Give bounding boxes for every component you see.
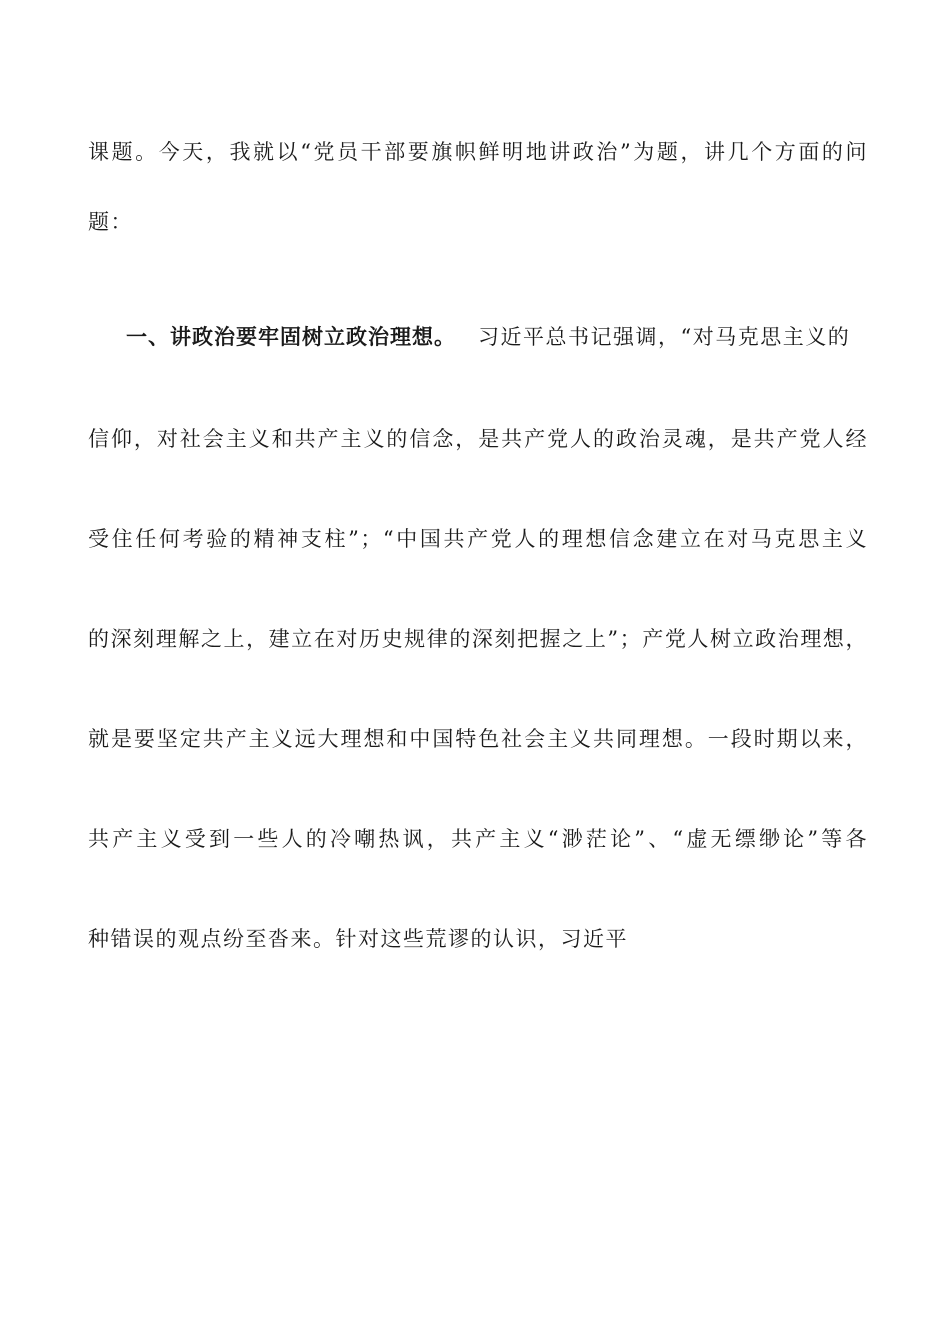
section-heading-rest: 习近平总书记强调，“对马克思主义的 xyxy=(478,325,851,349)
text-line-3: 信仰，对社会主义和共产主义的信念，是共产党人的政治灵魂，是共产党人经 xyxy=(88,427,868,451)
text-line-1: 课题。今天，我就以“党员干部要旗帜鲜明地讲政治”为题，讲几个方面的问 xyxy=(88,140,868,164)
text-line-5: 的深刻理解之上，建立在对历史规律的深刻把握之上”；产党人树立政治理想， xyxy=(88,627,868,651)
text-line-6: 就是要坚定共产主义远大理想和中国特色社会主义共同理想。一段时期以来， xyxy=(88,727,868,751)
section-heading-line xyxy=(126,320,868,354)
text-line-4: 受住任何考验的精神支柱”；“中国共产党人的理想信念建立在对马克思主义 xyxy=(88,527,868,551)
text-line-7: 共产主义受到一些人的冷嘲热讽，共产主义“渺茫论”、“虚无缥缈论”等各 xyxy=(88,827,868,851)
section-heading: 一、讲政治要牢固树立政治理想。 xyxy=(126,325,456,349)
text-line-8: 种错误的观点纷至沓来。针对这些荒谬的认识，习近平 xyxy=(88,927,628,951)
text-line-2: 题： xyxy=(88,210,133,234)
